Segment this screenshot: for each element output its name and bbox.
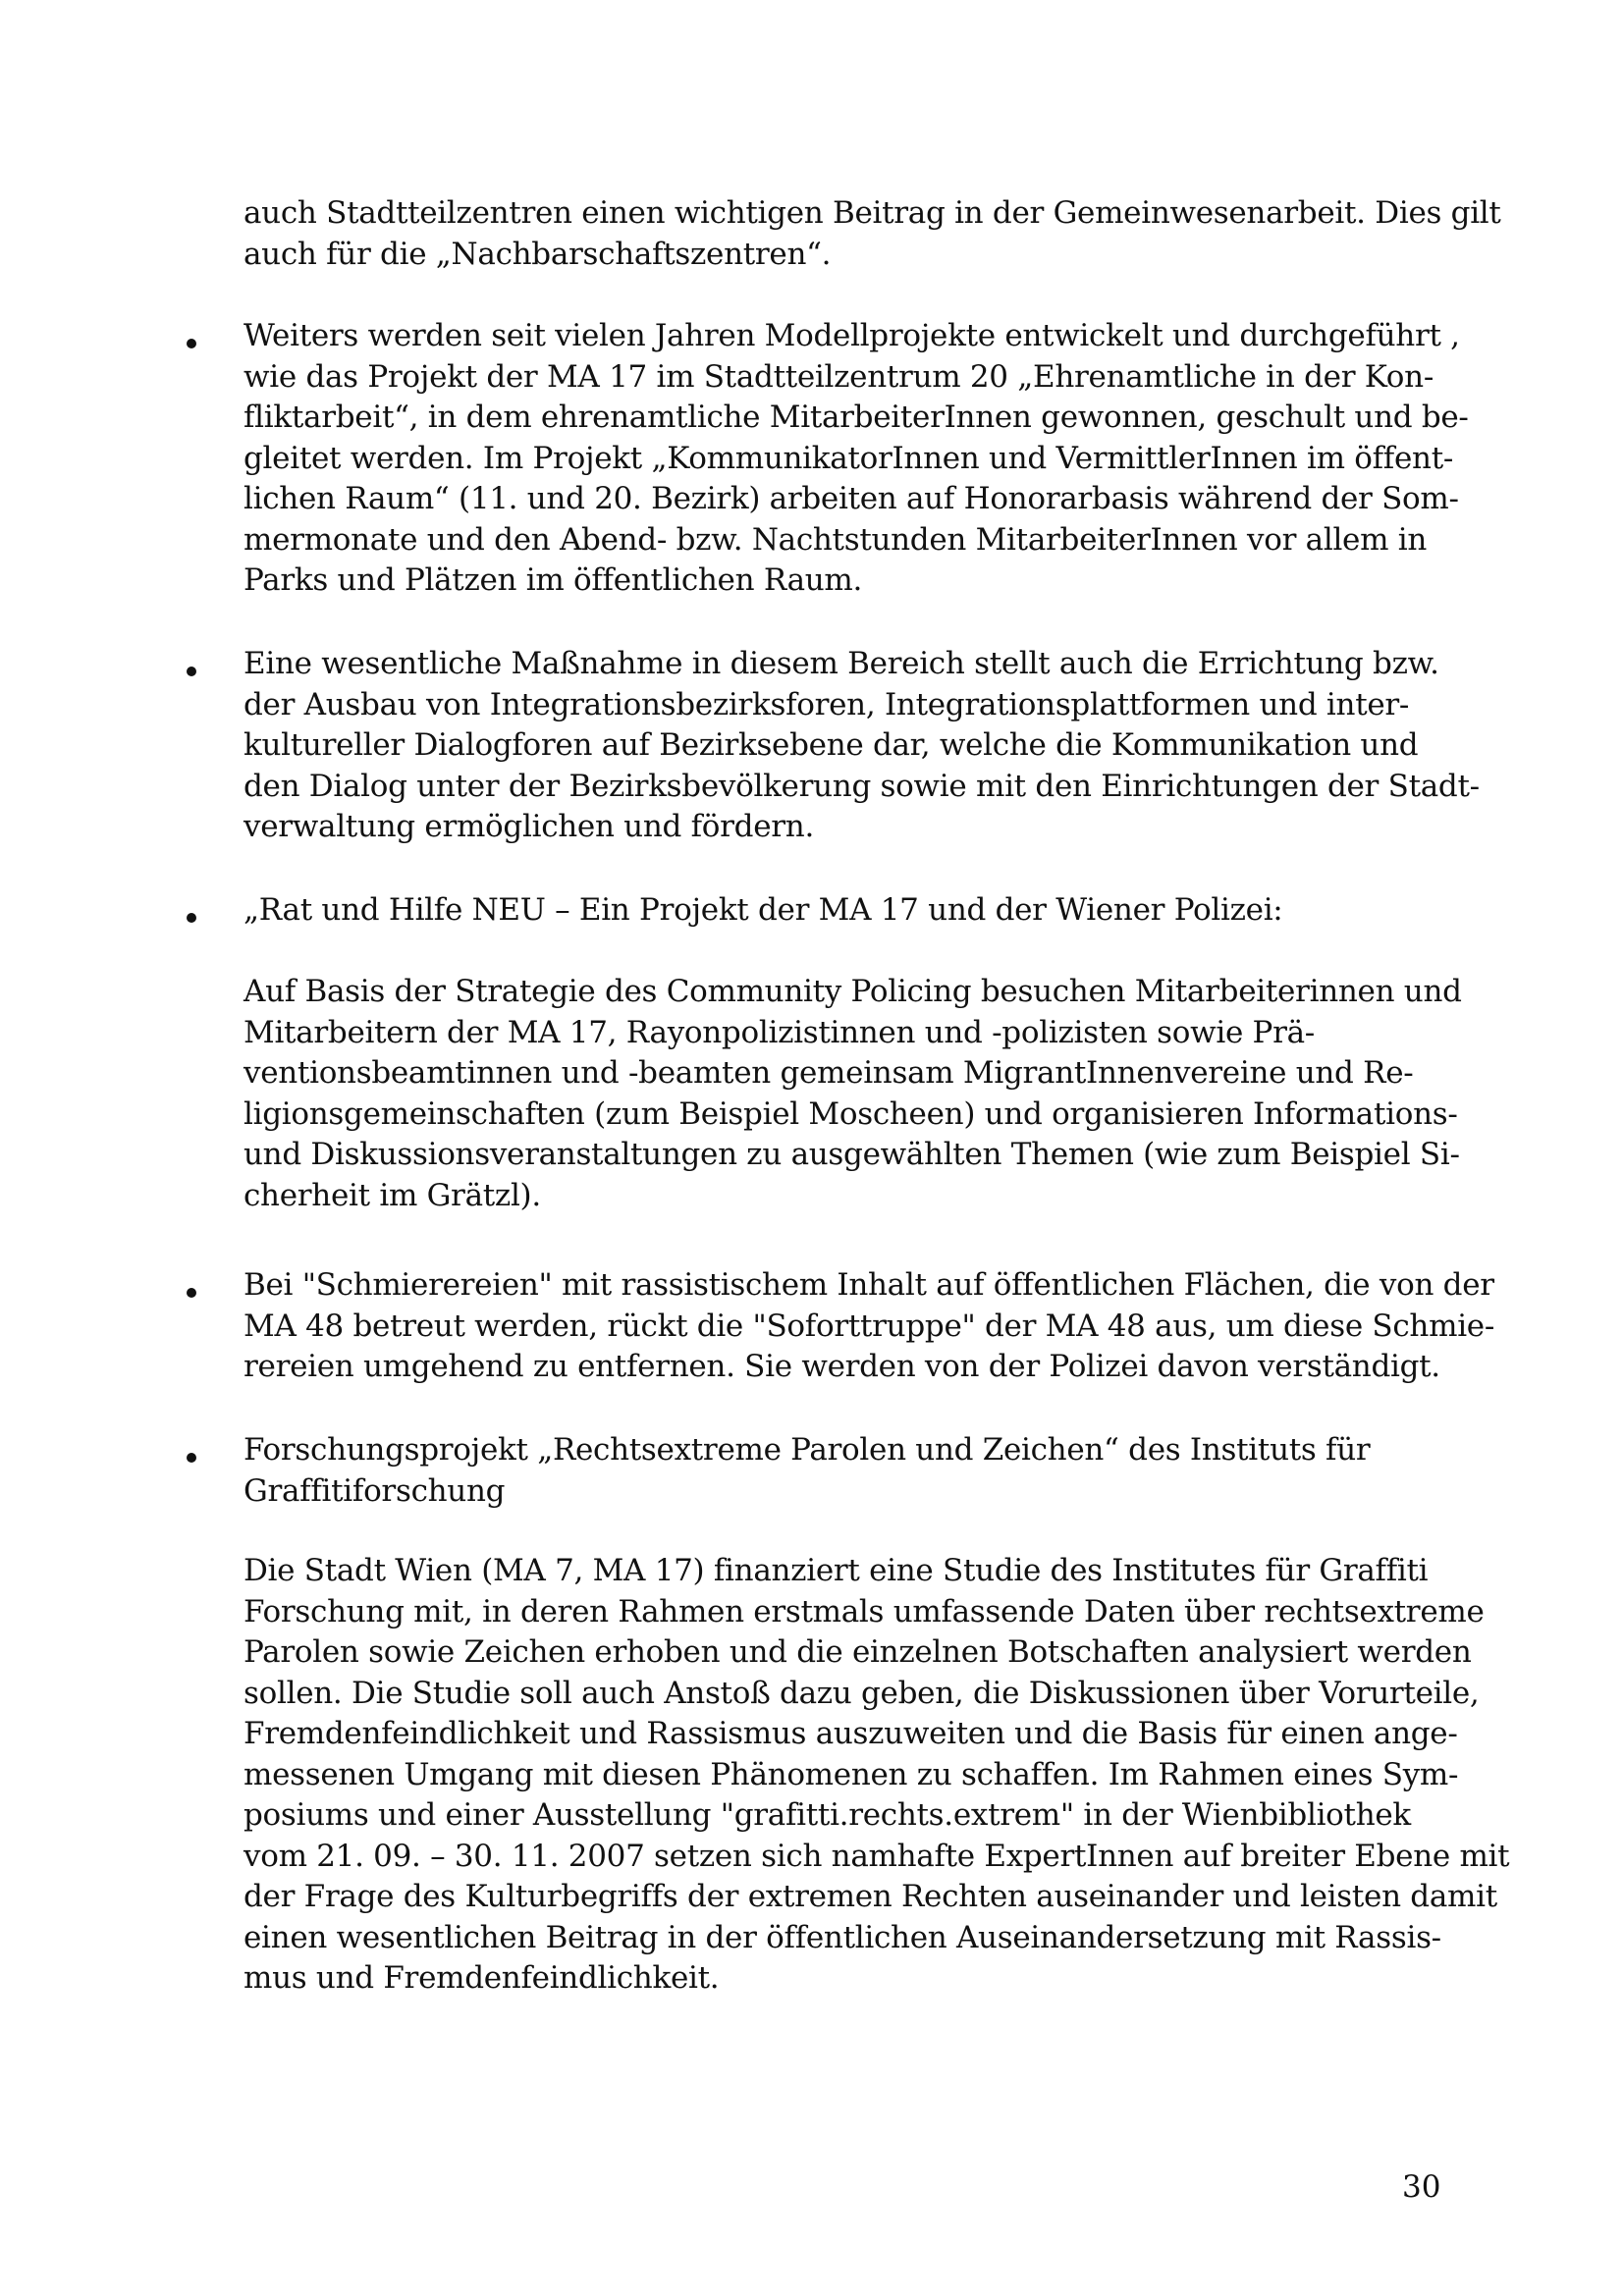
text-line: fliktarbeit“, in dem ehrenamtliche MitarbeiterInnen gewonnen, geschult und be- bbox=[243, 400, 1469, 435]
text-line: messenen Umgang mit diesen Phänomenen zu schaffen. Im Rahmen eines Sym- bbox=[243, 1756, 1459, 1792]
text-line: posiums und einer Ausstellung "grafitti.rechts.extrem" in der Wienbibliothek bbox=[243, 1797, 1411, 1833]
text-line: lichen Raum“ (11. und 20. Bezirk) arbeiten auf Honorarbasis während der Som- bbox=[243, 481, 1459, 516]
text-line: der Frage des Kulturbegriffs der extremen Rechten auseinander und leisten damit bbox=[243, 1879, 1497, 1914]
bullet-icon bbox=[187, 913, 196, 923]
text-line: Die Stadt Wien (MA 7, MA 17) finanziert eine Studie des Institutes für Graffiti bbox=[243, 1553, 1429, 1588]
text-line: Parolen sowie Zeichen erhoben und die einzelnen Botschaften analysiert werden bbox=[243, 1634, 1472, 1670]
text-line: cherheit im Grätzl). bbox=[243, 1177, 541, 1213]
text-line: Weiters werden seit vielen Jahren Modellprojekte entwickelt und durchgeführt , bbox=[243, 318, 1460, 353]
bullet-item-modellprojekte bbox=[243, 316, 1469, 602]
text-line: Forschung mit, in deren Rahmen erstmals umfassende Daten über rechtsextreme bbox=[243, 1593, 1485, 1629]
bullet-subparagraph bbox=[243, 1551, 1510, 2000]
bullet-icon bbox=[187, 1288, 196, 1298]
bullet-item-integrationsforen bbox=[243, 644, 1480, 848]
bullet-item-schmierereien bbox=[243, 1265, 1495, 1388]
bullet-subparagraph bbox=[243, 972, 1462, 1216]
text-line: Forschungsprojekt „Rechtsextreme Parolen und Zeichen“ des Instituts für bbox=[243, 1432, 1371, 1468]
bullet-icon bbox=[187, 339, 196, 348]
text-line: und Diskussionsveranstaltungen zu ausgewählten Themen (wie zum Beispiel Si- bbox=[243, 1137, 1460, 1172]
intro-paragraph bbox=[243, 193, 1501, 275]
page-number: 30 bbox=[1402, 2169, 1441, 2205]
text-line: Parks und Plätzen im öffentlichen Raum. bbox=[243, 562, 863, 598]
bullet-icon bbox=[187, 1453, 196, 1463]
text-line: Eine wesentliche Maßnahme in diesem Bereich stellt auch die Errichtung bzw. bbox=[243, 646, 1439, 681]
text-line: einen wesentlichen Beitrag in der öffentlichen Auseinandersetzung mit Rassis- bbox=[243, 1919, 1441, 1955]
bullet-item-forschungsprojekt bbox=[243, 1430, 1443, 1512]
text-line: Fremdenfeindlichkeit und Rassismus auszuweiten und die Basis für einen ange- bbox=[243, 1716, 1458, 1751]
text-line: Graffitiforschung bbox=[243, 1472, 506, 1509]
text-line: ventionsbeamtinnen und -beamten gemeinsam MigrantInnenvereine und Re- bbox=[243, 1055, 1414, 1091]
text-line: Auf Basis der Strategie des Community Policing besuchen Mitarbeiterinnen und bbox=[243, 974, 1462, 1009]
bullet-item-rat-und-hilfe bbox=[243, 890, 1443, 932]
text-line: auch Stadtteilzentren einen wichtigen Beitrag in der Gemeinwesenarbeit. Dies gilt bbox=[243, 195, 1501, 231]
text-line: der Ausbau von Integrationsbezirksforen, Integrationsplattformen und inter- bbox=[243, 686, 1410, 722]
text-line: Bei "Schmierereien" mit rassistischem Inhalt auf öffentlichen Flächen, die von der bbox=[243, 1267, 1494, 1303]
text-line: „Rat und Hilfe NEU – Ein Projekt der MA 17 und der Wiener Polizei: bbox=[243, 892, 1283, 928]
text-line: verwaltung ermöglichen und fördern. bbox=[243, 809, 814, 844]
bullet-icon bbox=[187, 667, 196, 676]
text-line: rereien umgehend zu entfernen. Sie werden von der Polizei davon verständigt. bbox=[243, 1349, 1440, 1384]
text-line: sollen. Die Studie soll auch Anstoß dazu geben, die Diskussionen über Vorurteile, bbox=[243, 1675, 1480, 1711]
text-line: mus und Fremdenfeindlichkeit. bbox=[243, 1960, 720, 1996]
text-line: vom 21. 09. – 30. 11. 2007 setzen sich namhafte ExpertInnen auf breiter Ebene mit bbox=[243, 1838, 1510, 1874]
text-line: mermonate und den Abend- bzw. Nachtstunden MitarbeiterInnen vor allem in bbox=[243, 521, 1428, 558]
text-line: auch für die „Nachbarschaftszentren“. bbox=[243, 236, 832, 272]
text-line: Mitarbeitern der MA 17, Rayonpolizistinnen und -polizisten sowie Prä- bbox=[243, 1014, 1315, 1050]
text-line: den Dialog unter der Bezirksbevölkerung sowie mit den Einrichtungen der Stadt- bbox=[243, 768, 1480, 804]
text-line: kultureller Dialogforen auf Bezirksebene dar, welche die Kommunikation und bbox=[243, 727, 1419, 763]
text-line: gleitet werden. Im Projekt „KommunikatorInnen und VermittlerInnen im öffent- bbox=[243, 440, 1454, 476]
text-line: ligionsgemeinschaften (zum Beispiel Moscheen) und organisieren Informations- bbox=[243, 1095, 1458, 1132]
text-line: wie das Projekt der MA 17 im Stadtteilzentrum 20 „Ehrenamtliche in der Kon- bbox=[243, 358, 1434, 395]
text-line: MA 48 betreut werden, rückt die "Soforttruppe" der MA 48 aus, um diese Schmie- bbox=[243, 1308, 1495, 1344]
